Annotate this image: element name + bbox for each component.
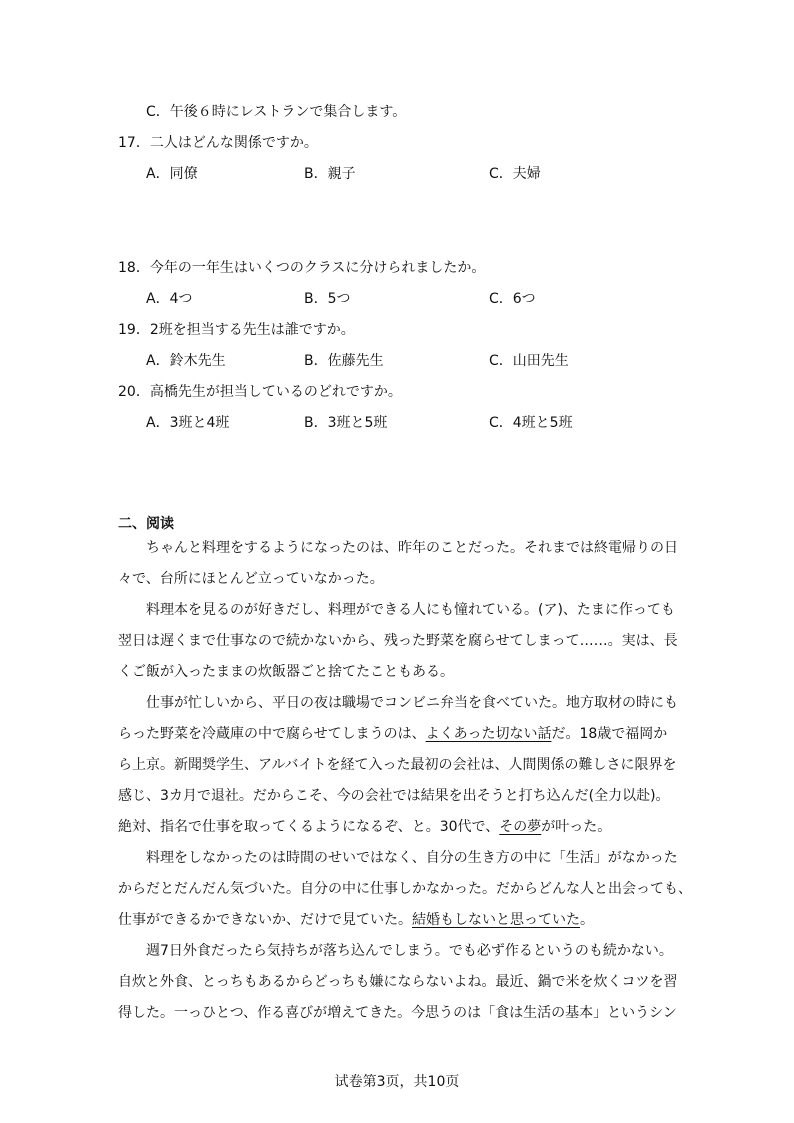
reading-line-text: 。 <box>580 912 594 928</box>
reading-line: 自炊と外食、とっちもあるからどっちも嫌にならないよね。最近、鍋で米を炊くコツを習 <box>118 974 678 990</box>
reading-line <box>118 817 611 837</box>
reading-line: 得した。一っひとつ、作る喜びが増えてきた。今思うのは「食は生活の基本」というシン <box>118 1005 677 1021</box>
reading-line: ら上京。新聞奨学生、アルバイトを経て入った最初の会社は、人間関係の難しさに限界を <box>118 757 677 773</box>
reading-line: 料理をしなかったのは時間のせいではなく、自分の生き方の中に「生活」がなかった <box>146 850 678 866</box>
q19-option-b: B．佐藤先生 <box>304 353 384 369</box>
q20-option-c: C．4班と5班 <box>489 415 573 431</box>
page-footer: 试卷第3页，共10页 <box>334 1074 460 1090</box>
reading-line: 週7日外食だったら気持ちが落ち込んでしまう。でも必ず作るというのも続かない。 <box>146 943 673 959</box>
q17-option-a: A．同僚 <box>146 166 198 182</box>
reading-line-text: だ。18歳で福岡か <box>551 726 668 742</box>
question-18: 18．今年の一年生はいくつのクラスに分けられましたか。 <box>118 260 486 276</box>
underlined-phrase: その夢 <box>499 819 542 835</box>
reading-line: 々で、台所にほとんど立っていなかった。 <box>118 571 384 587</box>
question-20: 20．高橋先生が担当しているのどれですか。 <box>118 384 402 400</box>
question-19: 19．2班を担当する先生は誰ですか。 <box>118 322 355 338</box>
reading-line <box>118 910 594 930</box>
q17-option-c: C．夫婦 <box>489 166 541 182</box>
reading-line: 料理本を見るのが好きだし、料理ができる人にも憧れている。(ア)、たまに作っても <box>146 602 675 618</box>
reading-line-text: が叶った。 <box>541 819 612 835</box>
underlined-phrase: 結婚もしないと思っていた <box>412 912 580 928</box>
q18-option-a: A．4つ <box>146 291 193 307</box>
reading-line: 仕事が忙しいから、平日の夜は職場でコンビニ弁当を食べていた。地方取材の時にも <box>146 695 678 711</box>
reading-line: 感じ、3カ月で退社。だからこそ、今の会社では結果を出そうと打ち込んだ(全力以赴)。 <box>118 788 670 804</box>
reading-line: くご飯が入ったままの炊飯器ごと捨てたこともある。 <box>118 664 454 680</box>
reading-line-text: 仕事ができるかできないか、だけで見ていた。 <box>118 912 412 928</box>
q19-option-c: C．山田先生 <box>489 353 569 369</box>
q18-option-c: C．6つ <box>489 291 536 307</box>
reading-line-text: 絶対、指名で仕事を取ってくるようになるぞ、と。30代で、 <box>118 819 500 835</box>
reading-line: からだとだんだん気づいた。自分の中に仕事しかなかった。だからどんな人と出会っても、 <box>118 881 692 897</box>
reading-line: 翌日は遅くまで仕事なので続かないから、残った野菜を腐らせてしまって……。実は、長 <box>118 633 678 649</box>
underlined-phrase: よくあった切ない話 <box>425 726 552 742</box>
q19-option-a: A．鈴木先生 <box>146 353 226 369</box>
reading-heading: 二、阅读 <box>118 516 174 532</box>
reading-line-text: らった野菜を冷蔵庫の中で腐らせてしまうのは、 <box>118 726 426 742</box>
reading-line <box>118 724 667 744</box>
question-17: 17．二人はどんな関係ですか。 <box>118 135 318 151</box>
q17-option-b: B．親子 <box>304 166 356 182</box>
reading-line: ちゃんと料理をするようになったのは、昨年のことだった。それまでは終電帰りの日 <box>146 540 678 556</box>
q18-option-b: B．5つ <box>304 291 351 307</box>
q20-option-a: A．3班と4班 <box>146 415 230 431</box>
q16-option-c: C．午後６時にレストランで集合します。 <box>146 104 407 120</box>
q20-option-b: B．3班と5班 <box>304 415 388 431</box>
